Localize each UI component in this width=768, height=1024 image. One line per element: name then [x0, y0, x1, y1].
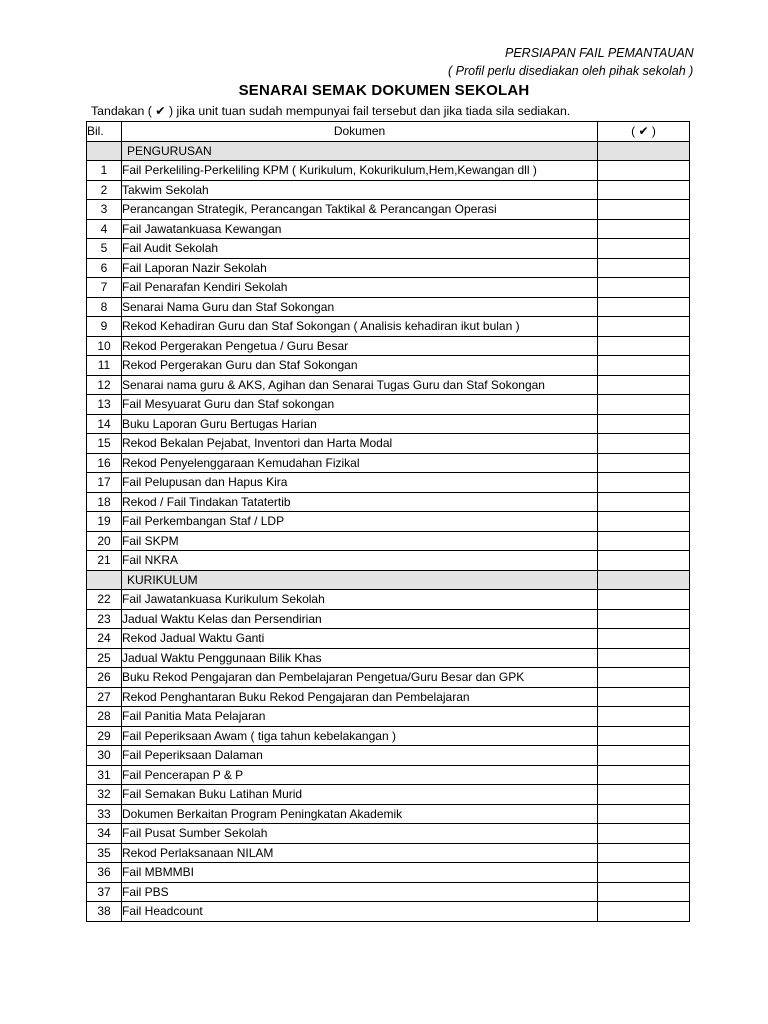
checkbox-cell[interactable]: [598, 824, 690, 844]
row-document: Senarai nama guru & AKS, Agihan dan Senarai Tugas Guru dan Staf Sokongan: [122, 375, 598, 395]
table-row: [87, 551, 690, 571]
checkbox-cell[interactable]: [598, 512, 690, 532]
table-row: [87, 531, 690, 551]
table-row: [87, 473, 690, 493]
checkbox-cell[interactable]: [598, 453, 690, 473]
table-row: [87, 765, 690, 785]
row-document: Rekod Pergerakan Pengetua / Guru Besar: [122, 336, 598, 356]
checkbox-cell[interactable]: [598, 278, 690, 298]
table-row: [87, 492, 690, 512]
checkbox-cell[interactable]: [598, 317, 690, 337]
checkbox-cell[interactable]: [598, 726, 690, 746]
table-row: [87, 629, 690, 649]
row-number: 2: [87, 180, 122, 200]
row-document: Fail Jawatankuasa Kurikulum Sekolah: [122, 590, 598, 610]
row-document: Jadual Waktu Kelas dan Persendirian: [122, 609, 598, 629]
row-number: 23: [87, 609, 122, 629]
row-document: Fail Peperiksaan Awam ( tiga tahun kebelakangan ): [122, 726, 598, 746]
checkbox-cell[interactable]: [598, 258, 690, 278]
checkbox-cell[interactable]: [598, 395, 690, 415]
row-number: 33: [87, 804, 122, 824]
section-title: KURIKULUM: [122, 570, 598, 590]
row-document: Rekod Penyelenggaraan Kemudahan Fizikal: [122, 453, 598, 473]
row-number: 8: [87, 297, 122, 317]
row-number: 14: [87, 414, 122, 434]
table-row: [87, 414, 690, 434]
row-document: Takwim Sekolah: [122, 180, 598, 200]
column-header-dokumen: Dokumen: [122, 122, 598, 142]
row-number: 28: [87, 707, 122, 727]
row-number: 15: [87, 434, 122, 454]
row-document: Fail PBS: [122, 882, 598, 902]
table-row: [87, 317, 690, 337]
checkbox-cell[interactable]: [598, 473, 690, 493]
row-number: 6: [87, 258, 122, 278]
table-row: [87, 824, 690, 844]
row-document: Jadual Waktu Penggunaan Bilik Khas: [122, 648, 598, 668]
row-number: 31: [87, 765, 122, 785]
row-number: 19: [87, 512, 122, 532]
row-document: Fail Perkembangan Staf / LDP: [122, 512, 598, 532]
table-row: [87, 687, 690, 707]
row-number: 26: [87, 668, 122, 688]
header-line-2: ( Profil perlu disediakan oleh pihak sekolah ): [448, 64, 694, 78]
row-document: Fail Pencerapan P & P: [122, 765, 598, 785]
row-number: 5: [87, 239, 122, 259]
checkbox-cell[interactable]: [598, 297, 690, 317]
row-document: Fail Jawatankuasa Kewangan: [122, 219, 598, 239]
row-number: 16: [87, 453, 122, 473]
row-document: Fail Panitia Mata Pelajaran: [122, 707, 598, 727]
row-number: 10: [87, 336, 122, 356]
checkbox-cell[interactable]: [598, 746, 690, 766]
row-number: 1: [87, 161, 122, 181]
table-row: [87, 356, 690, 376]
table-row: [87, 200, 690, 220]
checkbox-cell[interactable]: [598, 902, 690, 922]
table-row: [87, 863, 690, 883]
checkbox-cell[interactable]: [598, 200, 690, 220]
table-row: [87, 902, 690, 922]
table-row: [87, 882, 690, 902]
row-number: 37: [87, 882, 122, 902]
column-header-bil: Bil.: [87, 122, 122, 142]
checkbox-cell[interactable]: [598, 239, 690, 259]
row-document: Rekod Kehadiran Guru dan Staf Sokongan ( Analisis kehadiran ikut bulan ): [122, 317, 598, 337]
checkbox-cell[interactable]: [598, 531, 690, 551]
row-number: 22: [87, 590, 122, 610]
checkbox-cell[interactable]: [598, 804, 690, 824]
checkbox-cell[interactable]: [598, 609, 690, 629]
row-number: 38: [87, 902, 122, 922]
section-check-cell: [598, 141, 690, 161]
row-number: 20: [87, 531, 122, 551]
row-document: Fail Mesyuarat Guru dan Staf sokongan: [122, 395, 598, 415]
row-number: 11: [87, 356, 122, 376]
table-row: [87, 258, 690, 278]
section-title: PENGURUSAN: [122, 141, 598, 161]
checkbox-cell[interactable]: [598, 863, 690, 883]
row-document: Fail Audit Sekolah: [122, 239, 598, 259]
document-title: SENARAI SEMAK DOKUMEN SEKOLAH: [238, 82, 530, 99]
row-number: 36: [87, 863, 122, 883]
row-document: Fail Perkeliling-Perkeliling KPM ( Kurikulum, Kokurikulum,Hem,Kewangan dll ): [122, 161, 598, 181]
table-header-row: [87, 122, 690, 142]
table-row: [87, 590, 690, 610]
checkbox-cell[interactable]: [598, 356, 690, 376]
checkbox-cell[interactable]: [598, 434, 690, 454]
checklist-table: [86, 121, 690, 922]
table-row: [87, 648, 690, 668]
column-header-check: ( ✔ ): [598, 122, 690, 142]
table-row: [87, 180, 690, 200]
row-document: Dokumen Berkaitan Program Peningkatan Akademik: [122, 804, 598, 824]
checkbox-cell[interactable]: [598, 687, 690, 707]
table-row: [87, 609, 690, 629]
table-row: [87, 668, 690, 688]
row-number: 35: [87, 843, 122, 863]
checkbox-cell[interactable]: [598, 414, 690, 434]
checkbox-cell[interactable]: [598, 336, 690, 356]
table-row: [87, 726, 690, 746]
row-document: Fail Penarafan Kendiri Sekolah: [122, 278, 598, 298]
checkbox-cell[interactable]: [598, 629, 690, 649]
row-number: 29: [87, 726, 122, 746]
row-document: Perancangan Strategik, Perancangan Taktikal & Perancangan Operasi: [122, 200, 598, 220]
row-document: Fail Headcount: [122, 902, 598, 922]
checkbox-cell[interactable]: [598, 219, 690, 239]
section-row: [87, 570, 690, 590]
row-number: 12: [87, 375, 122, 395]
table-row: [87, 843, 690, 863]
row-number: 27: [87, 687, 122, 707]
row-number: 18: [87, 492, 122, 512]
checkbox-cell[interactable]: [598, 882, 690, 902]
row-number: 17: [87, 473, 122, 493]
row-document: Fail Laporan Nazir Sekolah: [122, 258, 598, 278]
table-row: [87, 297, 690, 317]
row-number: 13: [87, 395, 122, 415]
checkbox-cell[interactable]: [598, 785, 690, 805]
row-document: Fail Pelupusan dan Hapus Kira: [122, 473, 598, 493]
table-row: [87, 785, 690, 805]
row-document: Buku Laporan Guru Bertugas Harian: [122, 414, 598, 434]
table-row: [87, 219, 690, 239]
header-line-1: PERSIAPAN FAIL PEMANTAUAN: [505, 46, 694, 60]
row-number: 25: [87, 648, 122, 668]
row-number: 21: [87, 551, 122, 571]
checkbox-cell[interactable]: [598, 375, 690, 395]
table-row: [87, 161, 690, 181]
row-document: Fail Peperiksaan Dalaman: [122, 746, 598, 766]
checkbox-cell[interactable]: [598, 551, 690, 571]
row-document: Buku Rekod Pengajaran dan Pembelajaran Pengetua/Guru Besar dan GPK: [122, 668, 598, 688]
section-bil-cell: [87, 141, 122, 161]
checkbox-cell[interactable]: [598, 765, 690, 785]
checkbox-cell[interactable]: [598, 180, 690, 200]
table-row: [87, 278, 690, 298]
section-check-cell: [598, 570, 690, 590]
table-row: [87, 453, 690, 473]
checkbox-cell[interactable]: [598, 843, 690, 863]
row-document: Fail Pusat Sumber Sekolah: [122, 824, 598, 844]
checkbox-cell[interactable]: [598, 590, 690, 610]
row-document: Senarai Nama Guru dan Staf Sokongan: [122, 297, 598, 317]
row-number: 30: [87, 746, 122, 766]
table-row: [87, 804, 690, 824]
checkbox-cell[interactable]: [598, 648, 690, 668]
row-number: 34: [87, 824, 122, 844]
checkbox-cell[interactable]: [598, 492, 690, 512]
table-row: [87, 434, 690, 454]
row-document: Rekod Penghantaran Buku Rekod Pengajaran dan Pembelajaran: [122, 687, 598, 707]
row-number: 9: [87, 317, 122, 337]
table-row: [87, 336, 690, 356]
row-number: 24: [87, 629, 122, 649]
table-row: [87, 512, 690, 532]
row-document: Fail MBMMBI: [122, 863, 598, 883]
table-row: [87, 707, 690, 727]
row-document: Fail NKRA: [122, 551, 598, 571]
table-row: [87, 395, 690, 415]
row-document: Fail SKPM: [122, 531, 598, 551]
row-document: Fail Semakan Buku Latihan Murid: [122, 785, 598, 805]
row-number: 7: [87, 278, 122, 298]
row-document: Rekod Bekalan Pejabat, Inventori dan Harta Modal: [122, 434, 598, 454]
row-document: Rekod Jadual Waktu Ganti: [122, 629, 598, 649]
checkbox-cell[interactable]: [598, 161, 690, 181]
checkbox-cell[interactable]: [598, 707, 690, 727]
row-number: 3: [87, 200, 122, 220]
row-number: 4: [87, 219, 122, 239]
row-document: Rekod Pergerakan Guru dan Staf Sokongan: [122, 356, 598, 376]
row-number: 32: [87, 785, 122, 805]
section-bil-cell: [87, 570, 122, 590]
table-row: [87, 746, 690, 766]
row-document: Rekod Perlaksanaan NILAM: [122, 843, 598, 863]
section-row: [87, 141, 690, 161]
instruction-text: Tandakan ( ✔ ) jika unit tuan sudah mempunyai fail tersebut dan jika tiada sila sediakan.: [91, 104, 571, 118]
table-row: [87, 239, 690, 259]
table-row: [87, 375, 690, 395]
checklist-body: [87, 141, 690, 921]
row-document: Rekod / Fail Tindakan Tatatertib: [122, 492, 598, 512]
checkbox-cell[interactable]: [598, 668, 690, 688]
